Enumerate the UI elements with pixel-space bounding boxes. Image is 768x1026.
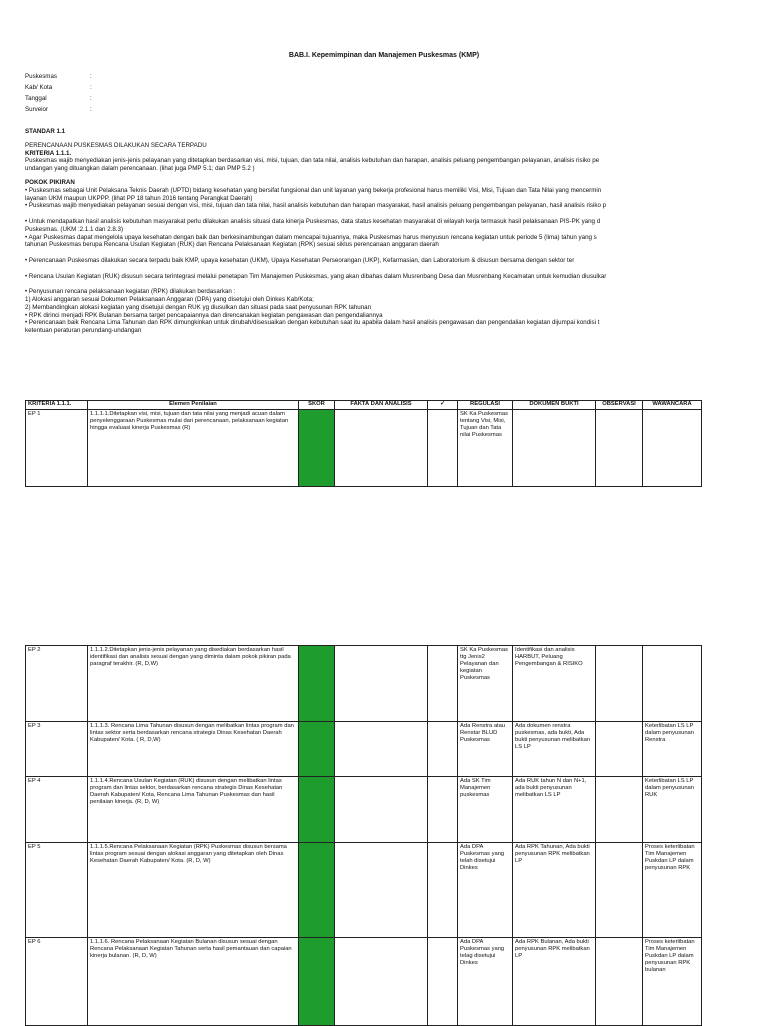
table-row [26, 722, 702, 777]
meta-label: Puskesmas [25, 73, 57, 80]
pokok-pikiran-line [25, 280, 740, 288]
elemen-cell: 1.1.1.1.Ditetapkan visi, misi, tujuan dan tata nilai yang menjadi acuan dalam penyelenggaraan Puskesmas mulai dari perencanaan, pelaksanaan kegiatan hingga evaluasi kinerja Puskesmas (R) [88, 410, 299, 487]
col-header-skor: SKOR [299, 401, 335, 410]
pokok-pikiran-line: • Agar Puskesmas dapat mengelola upaya kesehatan dengan baik dan berkesinambungan dalam mencapai tujuannya, maka Puskesmas harus menyusun rencana kegiatan untuk periode 5 (lima) tahun yang s [25, 233, 597, 241]
pokok-pikiran-line: • Untuk mendapatkan hasil analisis kebutuhan masyarakat perlu dilakukan analisis situasi data kinerja Puskesmas, data status kesehatan masyarakat di wilayah kerja termasuk hasil pelaksanaan PIS-PK yang d [25, 217, 601, 225]
criterion-description-cont: undangan yang dituangkan dalam perencanaan. (lihat juga PMP 5.1; dan PMP 5.2 ) [25, 165, 255, 173]
regulasi-cell: Ada DPA Puskesmas yang telah disetujui Dinkes [458, 843, 513, 938]
col-header-regulasi: REGULASI [458, 401, 513, 410]
ep-cell: EP 1 [26, 410, 88, 487]
pokok-pikiran-line: • Puskesmas sebagai Unit Pelaksana Teknis Daerah (UPTD) bidang kesehatan yang bersifat fungsional dan unit layanan yang bekerja profesional harus memiliki Visi, Misi, Tujuan dan Tata Nilai yang mencermin [25, 186, 602, 194]
assessment-table-bottom [25, 645, 702, 1026]
elemen-cell: 1.1.1.2.Ditetapkan jenis-jenis pelayanan yang disediakan berdasarkan hasil identifikasi dan analisis sesuai dengan yang diminta dalam pokok pikiran pada paragraf terakhir. (R, D,W) [88, 646, 299, 722]
pokok-pikiran-line [25, 210, 740, 218]
skor-cell[interactable] [299, 646, 335, 722]
check-cell[interactable] [428, 646, 458, 722]
table-row [26, 777, 702, 843]
table-row [26, 646, 702, 722]
col-header-observasi: OBSERVASI [596, 401, 643, 410]
observasi-cell[interactable] [596, 777, 643, 843]
meta-sep: : [90, 84, 92, 91]
dokumen-cell: Ada RPK Tahunan, Ada bukti penyusunan RPK melibatkan LP [513, 843, 596, 938]
meta-row-puskesmas [25, 73, 92, 84]
wawancara-cell: Keterlibatan LS LP dalam penyusunan Renstra [643, 722, 702, 777]
meta-sep: : [90, 106, 92, 113]
check-cell[interactable] [428, 843, 458, 938]
pokok-pikiran-line: • Perencanaan baik Rencana Lima Tahunan dan RPK dimungkinkan untuk dirubah/disesuaikan dengan kebutuhan saat itu apabila dalam hasil analisis pengawasan dan pengendalian kegiatan dijumpai kondisi t [25, 319, 600, 327]
wawancara-cell: Keterlibatan LS LP dalam penyusunan RUK [643, 777, 702, 843]
header-meta [25, 73, 92, 117]
meta-sep: : [90, 95, 92, 102]
regulasi-cell: SK Ka Puskesmas tentang Visi, Misi, Tujuan dan Tata nilai Puskesmas [458, 410, 513, 487]
fakta-cell[interactable] [335, 646, 428, 722]
fakta-cell[interactable] [335, 722, 428, 777]
ep-cell: EP 6 [26, 938, 88, 1026]
elemen-cell: 1.1.1.6. Rencana Pelaksanaan Kegiatan Bulanan disusun sesuai dengan Rencana Pelaksanaan Kegiatan Tahunan serta hasil pemantauan dan capaian kinerja bulanan. (R, D, W) [88, 938, 299, 1026]
wawancara-cell [643, 410, 702, 487]
skor-cell[interactable] [299, 410, 335, 487]
standard-code: STANDAR 1.1 [25, 128, 66, 135]
meta-row-surveior [25, 106, 92, 117]
col-header-check: ✓ [428, 401, 458, 410]
meta-label: Tanggal [25, 95, 47, 102]
regulasi-cell: Ada DPA Puskesmas yang telag disetujui Dinkes [458, 938, 513, 1026]
regulasi-cell: Ada Renstra atau Renstar BLUD Puskesmas [458, 722, 513, 777]
meta-sep: : [90, 73, 92, 80]
pokok-pikiran-line: ketentuan peraturan perundang-undangan [25, 327, 142, 335]
pokok-pikiran-line: Puskesmas. (UKM :2.1.1 dan 2.8.3) [25, 225, 124, 233]
meta-label: Surveior [25, 106, 49, 113]
dokumen-cell: Ada dokumen renstra puskesmas, ada bukti, Ada bukti penyusunan melibatkan LS LP [513, 722, 596, 777]
wawancara-cell: Proses keterlibatan Tim Manajemen Puskdan LP dalam penyusunan RPK bulanan [643, 938, 702, 1026]
page-title: BAB.I. Kepemimpinan dan Manajemen Puskesmas (KMP) [288, 52, 480, 59]
elemen-cell: 1.1.1.5.Rencana Pelaksanaan Kegiatan (RPK) Puskesmas disusun bersama lintas program sesuai dengan alokasi anggaran yang ditetapkan oleh Dinas Kesehatan Daerah Kabupaten/ Kota. (R, D, W) [88, 843, 299, 938]
col-header-wawancara: WAWANCARA [643, 401, 702, 410]
standard-section [25, 128, 740, 335]
table-row [26, 938, 702, 1026]
fakta-cell[interactable] [335, 843, 428, 938]
pokok-pikiran-line: tahunan Puskesmas berupa Rencana Usulan Kegiatan (RUK) dan Rencana Pelaksanaan Kegiatan (RPK) sesuai siklus perencanaan anggaran daerah [25, 241, 439, 249]
pokok-pikiran-line: • Puskesmas wajib menyediakan pelayanan sesuai dengan visi, misi, tujuan dan tata nilai, hasil analisis kebutuhan dan harapan masyarakat, hasil analisis peluang pengembangan pelayanan, hasil analisis risiko p [25, 202, 607, 210]
pokok-pikiran-heading: POKOK PIKIRAN [25, 178, 75, 186]
criterion-code: KRITERIA 1.1.1. [25, 149, 72, 157]
check-cell[interactable] [428, 722, 458, 777]
pokok-pikiran-line: • Rencana Usulan Kegiatan (RUK) disusun secara terintegrasi melalui penetapan Tim Manajemen Puskesmas, yang akan dibahas dalam Musrenbang Desa dan Musrenbang Kecamatan untuk kemudian diusulkar [25, 272, 607, 280]
elemen-cell: 1.1.1.4.Rencana Usulan Kegiatan (RUK) disusun dengan melibatkan lintas program dan lintas sektor, berdasarkan rencana strategis Dinas Kesehatan Daerah Kabupaten/ Kota, Rencana Lima Tahunan Puskesmas dan hasil penilaian kinerja. (R, D, W) [88, 777, 299, 843]
dokumen-cell: Identifikasi dan analisis HARBUT, Peluang Pengembangan & RISIKO [513, 646, 596, 722]
observasi-cell[interactable] [596, 722, 643, 777]
ep-cell: EP 2 [26, 646, 88, 722]
fakta-cell[interactable] [335, 777, 428, 843]
check-cell[interactable] [428, 410, 458, 487]
regulasi-cell: SK Ka Puskesmas ttg Jenis2 Pelayanan dan kegiatan Puskesmas [458, 646, 513, 722]
wawancara-cell: Proses keterlibatan Tim Manajemen Puskdan LP dalam penyusunan RPK [643, 843, 702, 938]
skor-cell[interactable] [299, 938, 335, 1026]
table-row [26, 410, 702, 487]
pokok-pikiran-line: 2) Membandingkan alokasi kegiatan yang disetujui dengan RUK yg diusulkan dan situasi pada saat penyusunan RPK tahunan [25, 303, 372, 311]
col-header-elemen: Elemen Penilaian [88, 401, 299, 410]
meta-row-tanggal [25, 95, 92, 106]
skor-cell[interactable] [299, 843, 335, 938]
dokumen-cell: Ada RUK tahun N dan N+1, ada bukti penyusunan melibatkan LS LP [513, 777, 596, 843]
regulasi-cell: Ada SK Tim Manajemen puskesmas [458, 777, 513, 843]
assessment-table-top [25, 400, 702, 487]
fakta-cell[interactable] [335, 410, 428, 487]
pokok-pikiran-points [25, 187, 740, 335]
table-header-row [26, 401, 702, 410]
observasi-cell[interactable] [596, 938, 643, 1026]
col-header-dokumen: DOKUMEN BUKTI [513, 401, 596, 410]
pokok-pikiran-line: • RPK dirinci menjadi RPK Bulanan bersama target pencapaiannya dan direncanakan kegiatan pengawasan dan pengendaliannya [25, 311, 383, 319]
pokok-pikiran-line: • Perencanaan Puskesmas dilakukan secara terpadu baik KMP, upaya kesehatan (UKM), Upaya Kesehatan Perseorangan (UKP), Kefarmasian, dan Laboratorium & disusun bersama dengan sektor ter [25, 256, 575, 264]
meta-label: Kab/ Kota [25, 84, 53, 91]
dokumen-cell: Ada RPK Bulanan, Ada bukti penyusunan RPK melibatkan LP [513, 938, 596, 1026]
col-header-fakta: FAKTA DAN ANALISIS [335, 401, 428, 410]
criterion-description: Puskesmas wajib menyediakan jenis-jenis pelayanan yang ditetapkan berdasarkan visi, misi, tujuan, dan tata nilai, analisis kebutuhan dan harapan, analisis peluang pengembangan pelayanan, analisis risiko pe [25, 157, 600, 165]
standard-name: PERENCANAAN PUSKESMAS DILAKUKAN SECARA TERPADU [25, 141, 207, 149]
observasi-cell[interactable] [596, 646, 643, 722]
elemen-cell: 1.1.1.3. Rencana Lima Tahunan disusun dengan melibatkan lintas program dan lintas sektor serta berdasarkan rencana strategis Dinas Kesehatan Daerah Kabupaten/ Kota. ( R, D,W) [88, 722, 299, 777]
dokumen-cell [513, 410, 596, 487]
pokok-pikiran-line: 1) Alokasi anggaran sesuai Dokumen Pelaksanaan Anggaran (DPA) yang disetujui oleh Dinkes Kab/Kota; [25, 295, 314, 303]
skor-cell[interactable] [299, 777, 335, 843]
check-cell[interactable] [428, 777, 458, 843]
pokok-pikiran-line [25, 265, 740, 273]
col-header-kriteria: KRITERIA 1.1.1. [26, 401, 88, 410]
ep-cell: EP 5 [26, 843, 88, 938]
meta-row-kabkota [25, 84, 92, 95]
ep-cell: EP 3 [26, 722, 88, 777]
ep-cell: EP 4 [26, 777, 88, 843]
pokok-pikiran-line: layanan UKM maupun UKPPP. (lihat PP 18 tahun 2016 tentang Perangkat Daerah) [25, 194, 253, 202]
check-cell[interactable] [428, 938, 458, 1026]
pokok-pikiran-line: • Penyusunan rencana pelaksanaan kegiatan (RPK) dilakukan berdasarkan : [25, 288, 236, 296]
table-row [26, 843, 702, 938]
observasi-cell[interactable] [596, 410, 643, 487]
wawancara-cell [643, 646, 702, 722]
pokok-pikiran-line [25, 249, 740, 257]
observasi-cell[interactable] [596, 843, 643, 938]
fakta-cell[interactable] [335, 938, 428, 1026]
skor-cell[interactable] [299, 722, 335, 777]
